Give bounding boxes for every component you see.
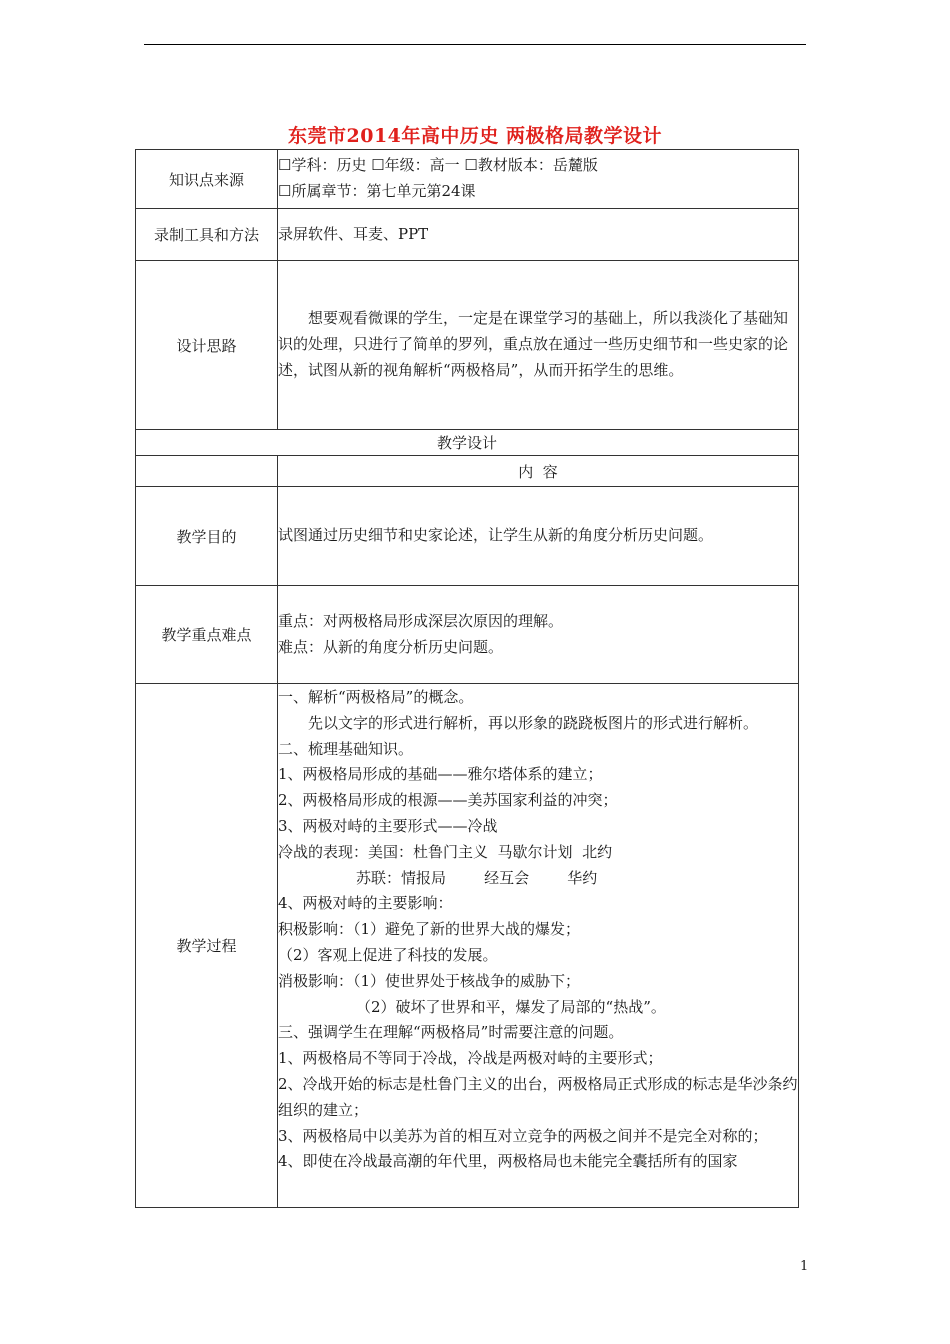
process-line: （2）客观上促进了科技的发展。 [278, 945, 498, 964]
cell-teaching-goal: 试图通过历史细节和史家论述，让学生从新的角度分析历史问题。 [278, 487, 799, 586]
process-line: 1、两极格局形成的基础——雅尔塔体系的建立； [278, 765, 603, 784]
cell-design-idea [278, 261, 799, 430]
row-content-header [136, 456, 799, 487]
process-line: （2）破坏了世界和平，爆发了局部的“热战”。 [356, 997, 666, 1016]
cell-key-points [278, 586, 799, 684]
process-line: 二、梳理基础知识。 [278, 739, 414, 758]
source-line-2: ☐所属章节：第七单元第24课 [278, 182, 476, 200]
cell-recording-tools: 录屏软件、耳麦、PPT [278, 209, 799, 261]
row-key-points [136, 586, 799, 684]
process-line: 2、两极格局形成的根源——美苏国家利益的冲突； [278, 791, 618, 810]
process-line: 1、两极格局不等同于冷战，冷战是两极对峙的主要形式； [278, 1049, 663, 1068]
label-teaching-goal: 教学目的 [136, 487, 278, 586]
design-idea-text: 想要观看微课的学生，一定是在课堂学习的基础上，所以我淡化了基础知识的处理，只进行了简单的罗列，重点放在通过一些历史细节和一些史家的论述，试图从新的视角解析“两极格局”，从而开拓学生的思维。 [278, 309, 789, 379]
label-design-idea: 设计思路 [136, 261, 278, 430]
cell-knowledge-source [278, 150, 799, 209]
lesson-plan-table [135, 149, 799, 1208]
content-header: 内 容 [278, 456, 799, 487]
row-teaching-goal [136, 487, 799, 586]
teaching-design-header: 教学设计 [136, 430, 799, 456]
process-line: 2、冷战开始的标志是杜鲁门主义的出台，两极格局正式形成的标志是华沙条约组织的建立； [278, 1074, 798, 1119]
row-teaching-process [136, 684, 799, 1208]
page-number: 1 [800, 1259, 809, 1274]
process-line: 积极影响：（1）避免了新的世界大战的爆发； [278, 920, 581, 939]
process-line: 三、强调学生在理解“两极格局”时需要注意的问题。 [278, 1023, 624, 1042]
key-point-line: 重点：对两极格局形成深层次原因的理解。 [278, 611, 564, 630]
row-design-idea [136, 261, 799, 430]
row-teaching-design-header [136, 430, 799, 456]
row-knowledge-source [136, 150, 799, 209]
label-key-points: 教学重点难点 [136, 586, 278, 684]
label-teaching-process: 教学过程 [136, 684, 278, 1208]
source-line-1: ☐学科：历史 ☐年级：高一 ☐教材版本：岳麓版 [278, 156, 598, 175]
process-line: 3、两极格局中以美苏为首的相互对立竞争的两极之间并不是完全对称的； [278, 1126, 768, 1145]
process-line: 一、解析“两极格局”的概念。 [278, 688, 474, 706]
process-line: 消极影响：（1）使世界处于核战争的威胁下； [278, 971, 581, 990]
process-line-wrap [278, 866, 798, 892]
label-knowledge-source: 知识点来源 [136, 150, 278, 209]
difficulty-line: 难点：从新的角度分析历史问题。 [278, 637, 504, 656]
process-line: 先以文字的形式进行解析，再以形象的跷跷板图片的形式进行解析。 [308, 713, 759, 732]
process-line: 4、两极对峙的主要影响： [278, 894, 453, 913]
process-line: 4、即使在冷战最高潮的年代里，两极格局也未能完全囊括所有的国家 [278, 1152, 738, 1171]
process-line: 冷战的表现：美国：杜鲁门主义 马歇尔计划 北约 [278, 842, 613, 861]
header-rule [144, 44, 806, 45]
document-title: 东莞市2014年高中历史 两极格局教学设计 [288, 125, 662, 147]
cell-teaching-process [278, 684, 799, 1208]
process-line: 苏联：情报局 经互会 华约 [356, 868, 598, 887]
process-line-wrap [278, 995, 798, 1021]
row-recording-tools [136, 209, 799, 261]
process-line: 3、两极对峙的主要形式——冷战 [278, 816, 498, 835]
empty-cell [136, 456, 278, 487]
label-recording-tools: 录制工具和方法 [136, 209, 278, 261]
